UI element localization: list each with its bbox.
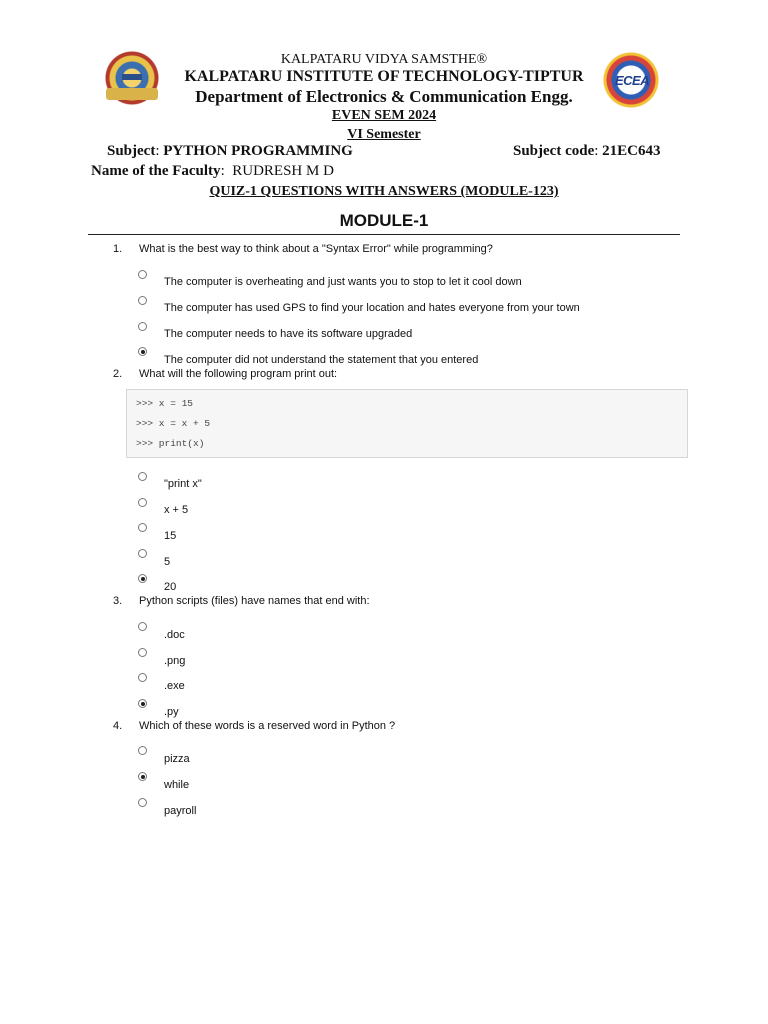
subject-code-value: 21EC643	[602, 143, 661, 159]
code-line: >>> x = x + 5	[136, 418, 211, 429]
radio-option[interactable]	[138, 498, 147, 507]
trust-name: KALPATARU VIDYA SAMSTHE®	[280, 52, 488, 67]
option-label: .png	[164, 655, 186, 667]
department-name: Department of Electronics & Communication Engg.	[195, 87, 573, 106]
code-line: >>> x = 15	[136, 398, 194, 409]
radio-option[interactable]	[138, 798, 147, 807]
option-label: "print x"	[164, 478, 202, 490]
question-number: 3.	[113, 595, 123, 607]
option-label: while	[164, 779, 190, 791]
question-text: Python scripts (files) have names that end with:	[139, 595, 370, 607]
code-block	[126, 389, 688, 458]
session-label: EVEN SEM 2024	[331, 108, 437, 123]
radio-option-selected[interactable]	[138, 347, 147, 356]
option-label: payroll	[164, 805, 197, 817]
faculty-label: Name of the Faculty	[91, 163, 221, 179]
question-number: 4.	[113, 720, 123, 732]
radio-option[interactable]	[138, 523, 147, 532]
radio-option-selected[interactable]	[138, 574, 147, 583]
module-divider	[88, 234, 680, 235]
option-label: pizza	[164, 753, 190, 765]
radio-option[interactable]	[138, 746, 147, 755]
subject-code-line: Subject code: 21EC643	[513, 143, 661, 159]
option-label: 5	[164, 556, 171, 568]
radio-option-selected[interactable]	[138, 772, 147, 781]
institute-name: KALPATARU INSTITUTE OF TECHNOLOGY-TIPTUR	[184, 68, 584, 85]
subject-label: Subject	[107, 143, 156, 159]
subject-code-label: Subject code	[513, 143, 595, 159]
radio-option[interactable]	[138, 472, 147, 481]
radio-option[interactable]	[138, 549, 147, 558]
question-number: 1.	[113, 243, 123, 255]
module-title: MODULE-1	[339, 211, 429, 230]
option-label: x + 5	[164, 504, 189, 516]
semester-label: VI Semester	[347, 127, 421, 142]
option-label: The computer is overheating and just wants you to stop to let it cool down	[164, 276, 522, 288]
option-label: 15	[164, 530, 177, 542]
faculty-value: RUDRESH M D	[232, 163, 334, 179]
option-label: 20	[164, 581, 177, 593]
radio-option[interactable]	[138, 296, 147, 305]
faculty-line: Name of the Faculty: RUDRESH M D	[91, 163, 334, 179]
radio-option[interactable]	[138, 622, 147, 631]
quiz-title: QUIZ-1 QUESTIONS WITH ANSWERS (MODULE-123)	[209, 184, 559, 199]
code-line: >>> print(x)	[136, 438, 205, 449]
subject-value: PYTHON PROGRAMMING	[163, 143, 353, 159]
radio-option-selected[interactable]	[138, 699, 147, 708]
option-label: The computer has used GPS to find your location and hates everyone from your town	[164, 302, 580, 314]
subject-line: Subject: PYTHON PROGRAMMING	[107, 143, 353, 159]
option-label: .py	[164, 706, 179, 718]
radio-option[interactable]	[138, 648, 147, 657]
option-label: .doc	[164, 629, 185, 641]
option-label: The computer needs to have its software upgraded	[164, 328, 413, 340]
radio-option[interactable]	[138, 673, 147, 682]
question-number: 2.	[113, 368, 123, 380]
question-text: What will the following program print out:	[139, 368, 338, 380]
option-label: The computer did not understand the statement that you entered	[164, 354, 479, 366]
ecea-logo-text: ECEA	[615, 73, 650, 88]
radio-option[interactable]	[138, 322, 147, 331]
radio-option[interactable]	[138, 270, 147, 279]
question-text: Which of these words is a reserved word in Python ?	[139, 720, 396, 732]
option-label: .exe	[164, 680, 185, 692]
question-text: What is the best way to think about a "Syntax Error" while programming?	[139, 243, 493, 255]
